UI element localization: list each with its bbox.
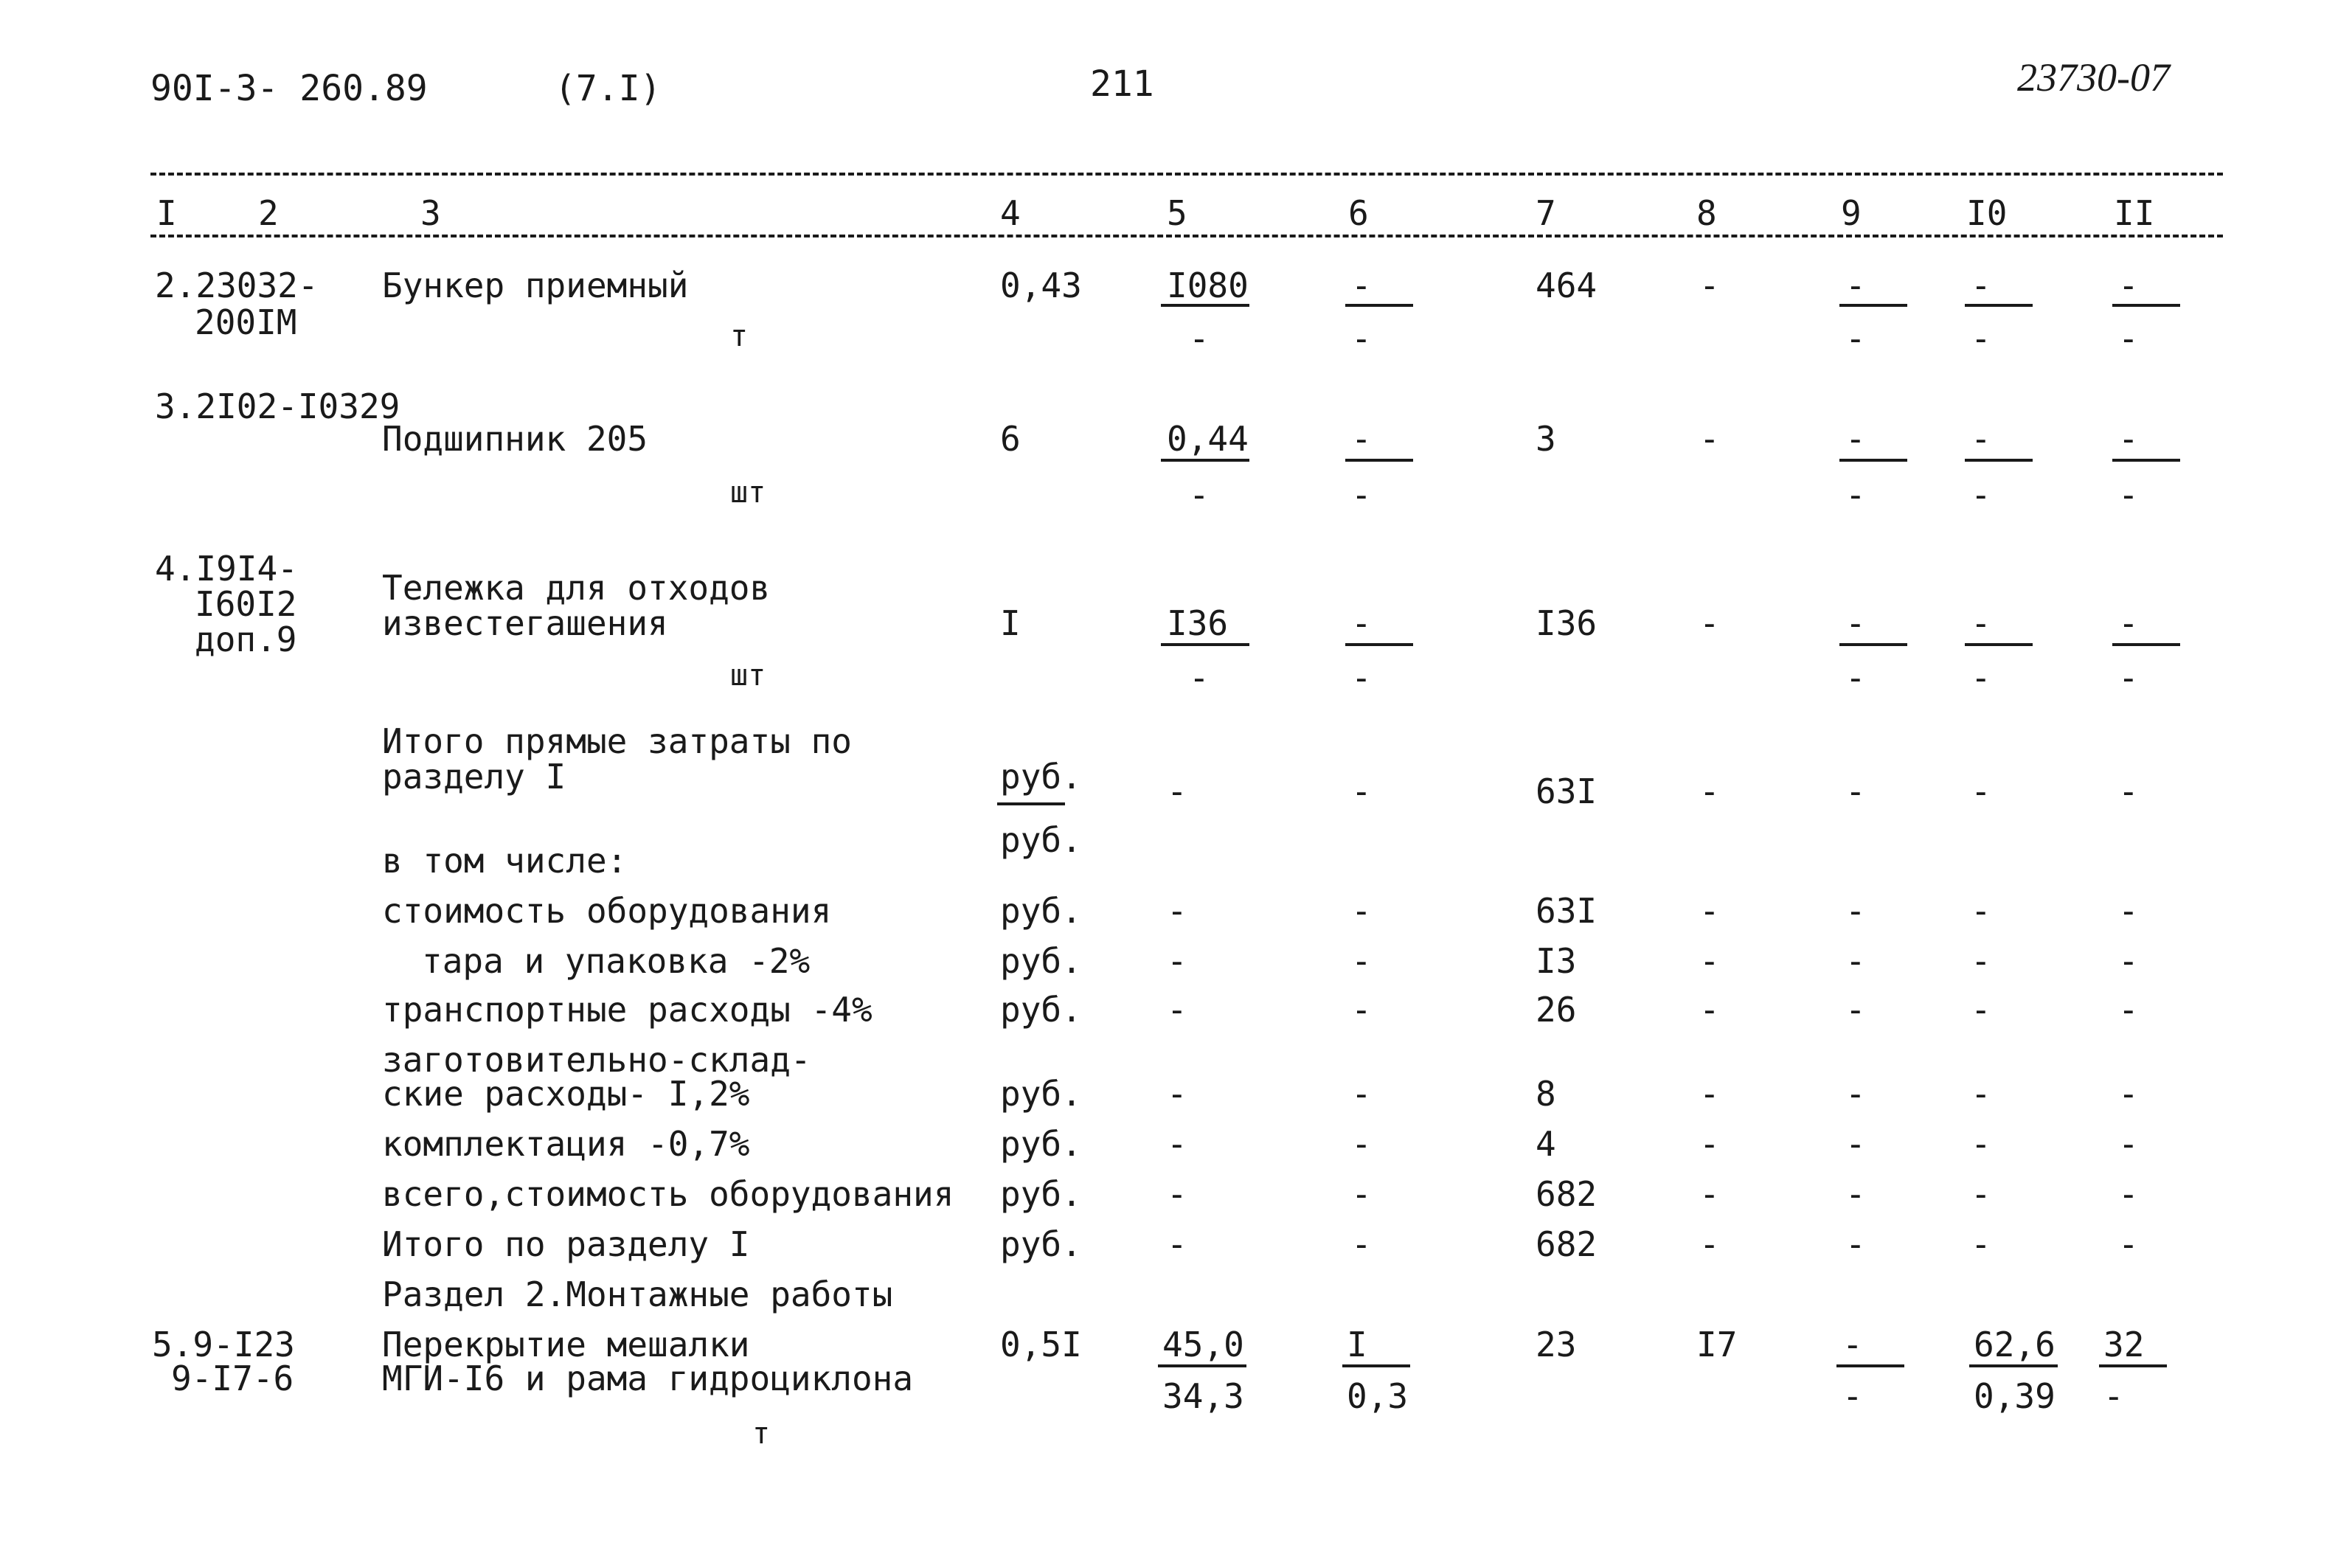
row-col5: - [1167,771,1187,811]
fraction-bar [1836,1364,1904,1367]
document-number: 90I-3- 260.89 [150,68,428,109]
row-col11-bottom: - [2118,319,2139,358]
row-col9: - [1845,990,1866,1030]
row-col10-bottom: - [1971,475,1991,515]
fraction-bar [1158,1364,1246,1367]
row-col10: - [1971,1224,1991,1264]
row-unit: руб. [1000,891,1082,931]
row-col5-bottom: - [1189,475,1210,515]
fraction-bar [1161,459,1249,462]
fraction-bar [1161,304,1249,307]
row-col6-bottom: - [1351,475,1372,515]
row-quantity: 0,43 [1000,266,1082,305]
row-position-number: 5.9-I23 [152,1325,295,1364]
row-position-number: 2.23032- [155,266,319,305]
archive-code: 23730-07 [2017,55,2170,100]
row-col9-top: - [1842,1325,1863,1364]
column-header-5: 5 [1167,193,1187,233]
row-quantity: I [1000,603,1021,643]
row-col9: - [1845,891,1866,931]
row-col5-top: 45,0 [1162,1325,1244,1364]
row-col7: 682 [1536,1224,1598,1264]
row-unit: руб. [1000,1224,1082,1264]
row-col7: 3 [1536,419,1556,459]
row-col9: - [1845,1224,1866,1264]
row-unit: руб. [1000,941,1082,981]
row-col8: - [1699,1074,1720,1114]
fraction-bar [1965,459,2033,462]
column-header-2: 2 [258,193,279,233]
row-unit: руб. [1000,990,1082,1030]
row-col7: 464 [1536,266,1598,305]
fraction-bar [2099,1364,2167,1367]
row-name: комплектация -0,7% [382,1124,750,1164]
row-col6: - [1351,891,1372,931]
fraction-bar [1969,1364,2058,1367]
column-header-10: I0 [1966,193,2008,233]
column-header-7: 7 [1536,193,1556,233]
row-col8: - [1699,941,1720,981]
fraction-bar [2112,643,2180,646]
fraction-bar [1839,643,1907,646]
row-col6-top: - [1351,419,1372,459]
row-col5-bottom: - [1189,658,1210,698]
row-name: в том числе: [382,841,628,881]
fraction-bar [1839,304,1907,307]
row-col10-bottom: - [1971,658,1991,698]
row-col11: - [2118,1124,2139,1164]
row-quantity: 6 [1000,419,1021,459]
row-name: Перекрытие мешалки [382,1325,750,1364]
row-col9-bottom: - [1845,658,1866,698]
row-name: всего,стоимость оборудования [382,1174,954,1214]
row-name: транспортные расходы -4% [382,990,873,1030]
fraction-bar [1345,304,1413,307]
row-col7: 26 [1536,990,1577,1030]
row-col10: - [1971,1124,1991,1164]
section-heading: Раздел 2.Монтажные работы [382,1274,893,1314]
section-number: (7.I) [555,68,662,109]
fraction-bar [1161,643,1249,646]
row-col5: - [1167,1074,1187,1114]
row-col6-bottom: - [1351,319,1372,358]
row-col11-top: - [2118,603,2139,643]
row-col8: - [1699,990,1720,1030]
row-unit: руб. [1000,1174,1082,1214]
row-col10: - [1971,771,1991,811]
row-col5-bottom: - [1189,319,1210,358]
row-unit: руб. [1000,757,1082,797]
page-number: 211 [1090,63,1154,105]
row-col6: - [1351,771,1372,811]
row-col8: - [1699,603,1720,643]
row-col9-top: - [1845,266,1866,305]
row-col8: - [1699,1174,1720,1214]
fraction-bar [2112,304,2180,307]
row-col10: - [1971,891,1991,931]
column-header-8: 8 [1696,193,1717,233]
row-col7: I3 [1536,941,1577,981]
fraction-bar [1839,459,1907,462]
fraction-bar [1965,643,2033,646]
row-unit: руб. [1000,1074,1082,1114]
fraction-bar [2112,459,2180,462]
row-quantity: 0,5I [1000,1325,1082,1364]
underline [997,802,1065,805]
row-name: заготовительно-склад- [382,1040,811,1080]
row-name-cont: МГИ-I6 и рама гидроциклона [382,1359,914,1398]
row-name-cont: известегашения [382,603,668,643]
row-name: стоимость оборудования [382,891,832,931]
row-col10-top: - [1971,419,1991,459]
row-col11: - [2118,1224,2139,1264]
column-header-11: II [2114,193,2155,233]
row-col9-bottom: - [1845,319,1866,358]
row-col9: - [1845,1174,1866,1214]
row-col10-top: 62,6 [1974,1325,2056,1364]
row-name: тара и упаковка -2% [422,941,811,981]
row-name: Подшипник 205 [382,419,648,459]
fraction-bar [1345,459,1413,462]
column-header-1: I [156,193,177,233]
row-col10-top: - [1971,603,1991,643]
column-header-9: 9 [1841,193,1862,233]
row-col9-top: - [1845,603,1866,643]
fraction-bar [1345,643,1413,646]
row-col6-bottom: - [1351,658,1372,698]
row-col7: 4 [1536,1124,1556,1164]
row-col11-top: 32 [2103,1325,2145,1364]
row-col5-bottom: 34,3 [1162,1376,1244,1416]
row-col11-top: - [2118,266,2139,305]
row-col6: - [1351,1174,1372,1214]
row-col5: - [1167,1124,1187,1164]
row-col10: - [1971,1174,1991,1214]
row-position-number-cont: 9-I7-6 [171,1359,294,1398]
header-bottom-rule [150,235,2223,237]
column-header-3: 3 [420,193,441,233]
row-name: Бункер приемный [382,266,689,305]
row-col5-top: I080 [1167,266,1249,305]
row-col9-top: - [1845,419,1866,459]
row-name: Тележка для отходов [382,568,771,608]
row-col7: 63I [1536,771,1598,811]
row-position-number-cont: 200IM [195,302,297,342]
row-col7: 63I [1536,891,1598,931]
row-col9: - [1845,1074,1866,1114]
row-col10: - [1971,990,1991,1030]
row-col5-top: I36 [1167,603,1229,643]
row-col6-top: I [1347,1325,1367,1364]
row-col5: - [1167,1224,1187,1264]
row-col11-bottom: - [2118,658,2139,698]
row-col11: - [2118,771,2139,811]
row-unit: руб. [1000,820,1082,860]
row-col9: - [1845,941,1866,981]
row-position-number: 4.I9I4- [155,549,298,589]
row-col8: - [1699,266,1720,305]
row-col10: - [1971,1074,1991,1114]
row-col8: - [1699,771,1720,811]
column-header-4: 4 [1000,193,1021,233]
row-col5-top: 0,44 [1167,419,1249,459]
row-col7: 682 [1536,1174,1598,1214]
row-position-number: 3.2I02-I0329 [155,386,400,426]
row-unit: шт [730,659,766,693]
row-col6: - [1351,941,1372,981]
row-col5: - [1167,990,1187,1030]
row-unit: т [730,319,749,353]
row-col10-bottom: 0,39 [1974,1376,2056,1416]
fraction-bar [1965,304,2033,307]
row-name: Итого по разделу I [382,1224,750,1264]
row-col11: - [2118,941,2139,981]
row-col6-top: - [1351,266,1372,305]
row-col6: - [1351,1124,1372,1164]
row-col5: - [1167,941,1187,981]
row-col11-bottom: - [2103,1376,2124,1416]
row-col8: - [1699,419,1720,459]
row-col5: - [1167,891,1187,931]
row-col9: - [1845,1124,1866,1164]
row-col11: - [2118,1174,2139,1214]
row-col7: 23 [1536,1325,1577,1364]
row-name-cont: ские расходы- I,2% [382,1074,750,1114]
row-col8: - [1699,891,1720,931]
row-col9-bottom: - [1842,1376,1863,1416]
row-unit: т [752,1417,771,1451]
row-col6: - [1351,1224,1372,1264]
row-col11: - [2118,990,2139,1030]
row-col8: - [1699,1124,1720,1164]
row-name-cont: разделу I [382,757,566,797]
row-col5: - [1167,1174,1187,1214]
row-col6-bottom: 0,3 [1347,1376,1409,1416]
row-col7: I36 [1536,603,1598,643]
row-col9: - [1845,771,1866,811]
row-col11-top: - [2118,419,2139,459]
row-unit: руб. [1000,1124,1082,1164]
row-name: Итого прямые затраты по [382,721,852,761]
row-col10: - [1971,941,1991,981]
row-col8: - [1699,1224,1720,1264]
column-header-6: 6 [1348,193,1369,233]
row-col7: 8 [1536,1074,1556,1114]
row-col8: I7 [1696,1325,1738,1364]
row-col6: - [1351,1074,1372,1114]
row-col10-bottom: - [1971,319,1991,358]
row-unit: шт [730,476,766,510]
fraction-bar [1342,1364,1410,1367]
row-col9-bottom: - [1845,475,1866,515]
row-col11: - [2118,1074,2139,1114]
header-top-rule [150,173,2223,176]
row-col11: - [2118,891,2139,931]
row-col11-bottom: - [2118,475,2139,515]
row-col10-top: - [1971,266,1991,305]
row-position-number-cont: I60I2 [195,584,297,624]
row-col6-top: - [1351,603,1372,643]
row-col6: - [1351,990,1372,1030]
row-position-number-cont: доп.9 [195,620,297,659]
